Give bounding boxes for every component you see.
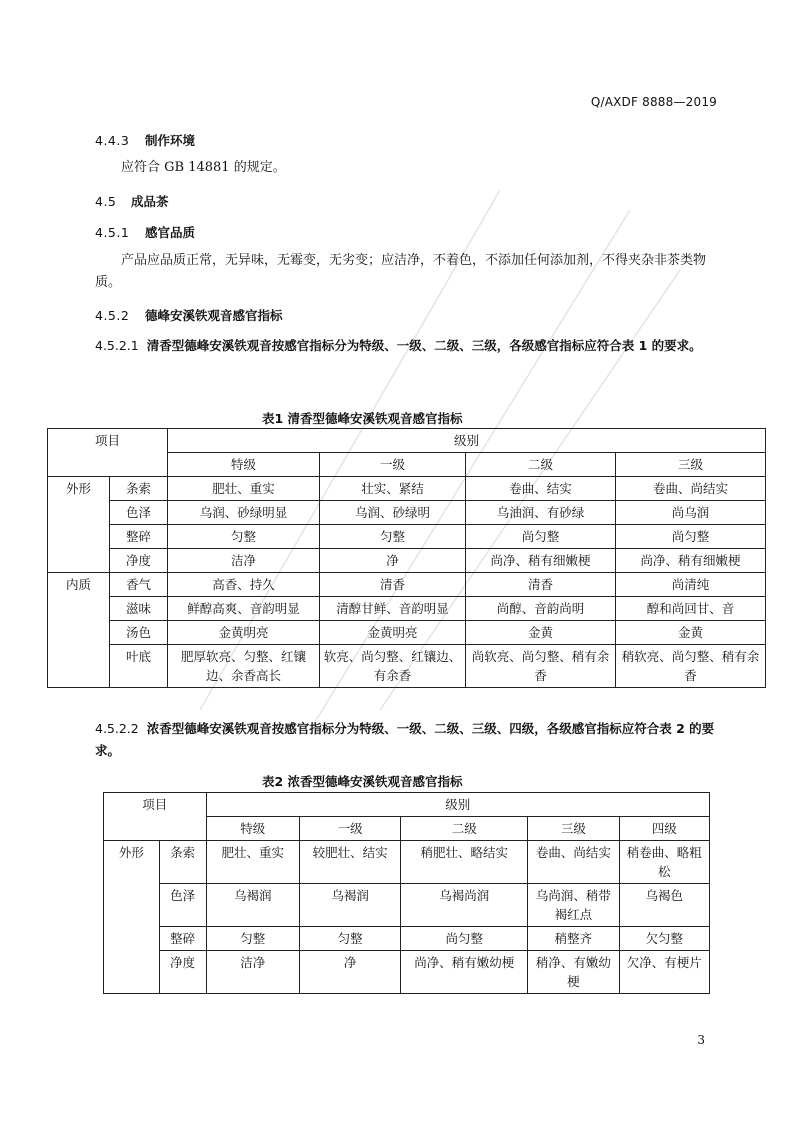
table1-cell: 卷曲、尚结实 [616, 477, 766, 501]
table-row [104, 951, 710, 994]
table2-cell: 匀整 [206, 927, 299, 951]
table2-caption: 表2 浓香型德峰安溪铁观音感官指标 [262, 774, 463, 789]
section-heading-4-5-1 [95, 223, 195, 241]
table2-cell: 洁净 [206, 951, 299, 994]
table1-cell: 匀整 [168, 525, 320, 549]
table2-cell: 稍整齐 [528, 927, 619, 951]
table1-attr-cell: 色泽 [110, 501, 168, 525]
table2-cell: 欠匀整 [619, 927, 709, 951]
table2-cell: 卷曲、尚结实 [528, 841, 619, 884]
table1-cell: 尚净、稍有细嫩梗 [466, 549, 616, 573]
section-title: 成品茶 [131, 194, 169, 209]
table-row [48, 597, 766, 621]
page-number: 3 [697, 1033, 705, 1047]
table1-grade-cell: 三级 [616, 453, 766, 477]
table-row [48, 477, 766, 501]
table2-grade-cell: 四级 [619, 817, 709, 841]
table1-cell: 金黄明亮 [168, 621, 320, 645]
table2-attr-cell: 整碎 [159, 927, 206, 951]
table-row [104, 884, 710, 927]
table-row [104, 841, 710, 884]
table1-cell: 尚清纯 [616, 573, 766, 597]
table2-cell: 乌褐润 [299, 884, 400, 927]
table1-cell: 尚匀整 [616, 525, 766, 549]
table1-cell: 尚醇、音韵尚明 [466, 597, 616, 621]
table2-attr-cell: 色泽 [159, 884, 206, 927]
table1-cell: 高香、持久 [168, 573, 320, 597]
table1-cell: 尚软亮、尚匀整、稍有余香 [466, 645, 616, 688]
table2-grade-cell: 二级 [401, 817, 528, 841]
table-row [48, 621, 766, 645]
table1-attr-cell: 滋味 [110, 597, 168, 621]
table1-cell: 尚净、稍有细嫩梗 [616, 549, 766, 573]
table1-cell: 乌油润、有砂绿 [466, 501, 616, 525]
table-row [48, 549, 766, 573]
table2-cell: 稍卷曲、略粗松 [619, 841, 709, 884]
table2-item-header: 项目 [104, 793, 207, 841]
table2-cell: 乌褐尚润 [401, 884, 528, 927]
table1-cell: 匀整 [320, 525, 466, 549]
table1-cell: 金黄 [466, 621, 616, 645]
table2-attr-cell: 条索 [159, 841, 206, 884]
table1-grade-cell: 特级 [168, 453, 320, 477]
table1-cell: 稍软亮、尚匀整、稍有余香 [616, 645, 766, 688]
table1-grade-cell: 二级 [466, 453, 616, 477]
section-heading-4-5-2 [95, 306, 283, 324]
table2-cell: 稍净、有嫩幼梗 [528, 951, 619, 994]
table2-cell: 尚匀整 [401, 927, 528, 951]
table1-cell: 清香 [320, 573, 466, 597]
table1-cell: 乌润、砂绿明 [320, 501, 466, 525]
section-number: 4.4.3 [95, 133, 130, 148]
table1-grade-cell: 一级 [320, 453, 466, 477]
table-row [48, 573, 766, 597]
table2-cell: 乌褐润 [206, 884, 299, 927]
table1-caption: 表1 清香型德峰安溪铁观音感官指标 [262, 411, 463, 426]
table2-cell: 稍肥壮、略结实 [401, 841, 528, 884]
section-title: 感官品质 [145, 225, 196, 240]
table1 [47, 428, 766, 688]
section-heading-4-4-3 [95, 131, 195, 149]
table2-grade-cell: 一级 [299, 817, 400, 841]
section-body-4-4-3: 应符合 GB 14881 的规定。 [121, 160, 286, 175]
table1-cell: 洁净 [168, 549, 320, 573]
table1-grade-header: 级别 [168, 429, 766, 453]
table1-attr-cell: 整碎 [110, 525, 168, 549]
section-title: 制作环境 [145, 133, 196, 148]
table1-cell: 醇和尚回甘、音 [616, 597, 766, 621]
table1-cell: 净 [320, 549, 466, 573]
table2-group-label: 外形 [104, 841, 160, 994]
table1-cell: 尚乌润 [616, 501, 766, 525]
table1-cell: 清醇甘鲜、音韵明显 [320, 597, 466, 621]
table2-cell: 肥壮、重实 [206, 841, 299, 884]
section-heading-4-5-2-1 [95, 335, 715, 357]
table1-group-label: 外形 [48, 477, 110, 573]
table1-cell: 鲜醇高爽、音韵明显 [168, 597, 320, 621]
section-title: 浓香型德峰安溪铁观音按感官指标分为特级、一级、二级、三级、四级，各级感官指标应符合表 2 的要求。 [95, 721, 715, 758]
table1-cell: 肥壮、重实 [168, 477, 320, 501]
table2-cell: 较肥壮、结实 [299, 841, 400, 884]
section-heading-4-5 [95, 192, 169, 210]
table2-grade-cell: 三级 [528, 817, 619, 841]
section-number: 4.5.2.1 [95, 338, 139, 353]
table2-cell: 乌尚润、稍带褐红点 [528, 884, 619, 927]
section-heading-4-5-2-2 [95, 718, 715, 762]
table-row [104, 927, 710, 951]
table1-cell: 壮实、紧结 [320, 477, 466, 501]
table2-cell: 匀整 [299, 927, 400, 951]
section-number: 4.5.2.2 [95, 721, 139, 736]
section-number: 4.5.1 [95, 225, 130, 240]
section-body-4-5-1: 产品应品质正常，无异味，无霉变，无劣变；应洁净，不着色，不添加任何添加剂，不得夹杂非茶类物质。 [95, 253, 707, 290]
table-row [48, 525, 766, 549]
table2-attr-cell: 净度 [159, 951, 206, 994]
section-number: 4.5 [95, 194, 117, 209]
table2-grade-cell: 特级 [206, 817, 299, 841]
table1-cell: 卷曲、结实 [466, 477, 616, 501]
table1-cell: 乌润、砂绿明显 [168, 501, 320, 525]
table2-cell: 尚净、稍有嫩幼梗 [401, 951, 528, 994]
table1-cell: 尚匀整 [466, 525, 616, 549]
table1-attr-cell: 汤色 [110, 621, 168, 645]
table2-grade-header: 级别 [206, 793, 709, 817]
table1-cell: 肥厚软亮、匀整、红镶边、余香高长 [168, 645, 320, 688]
table1-cell: 金黄 [616, 621, 766, 645]
section-number: 4.5.2 [95, 308, 130, 323]
table1-cell: 金黄明亮 [320, 621, 466, 645]
table1-cell: 清香 [466, 573, 616, 597]
table1-attr-cell: 净度 [110, 549, 168, 573]
table2-cell: 欠净、有梗片 [619, 951, 709, 994]
section-title: 德峰安溪铁观音感官指标 [145, 308, 283, 323]
table1-attr-cell: 叶底 [110, 645, 168, 688]
table1-group-label: 内质 [48, 573, 110, 688]
table1-cell: 软亮、尚匀整、红镶边、有余香 [320, 645, 466, 688]
table1-attr-cell: 香气 [110, 573, 168, 597]
table1-attr-cell: 条索 [110, 477, 168, 501]
table2-cell: 乌褐色 [619, 884, 709, 927]
section-title: 清香型德峰安溪铁观音按感官指标分为特级、一级、二级、三级，各级感官指标应符合表 1 的要求。 [146, 338, 702, 353]
table1-item-header: 项目 [48, 429, 168, 477]
table-row [48, 645, 766, 688]
table-row [48, 501, 766, 525]
table2-cell: 净 [299, 951, 400, 994]
document-id: Q/AXDF 8888—2019 [590, 95, 717, 109]
table2 [103, 792, 710, 994]
